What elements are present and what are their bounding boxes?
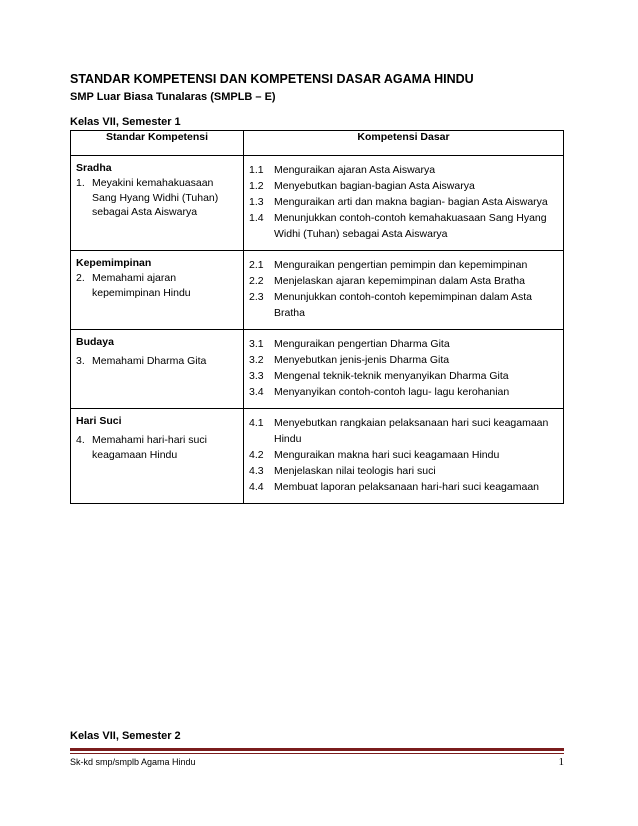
kd-text: Membuat laporan pelaksanaan hari-hari suci keagamaan <box>274 481 539 493</box>
sk-heading: Budaya <box>76 336 114 348</box>
kd-text: Menguraikan makna hari suci keagamaan Hindu <box>274 449 500 461</box>
kd-item <box>249 289 557 321</box>
page-number: 1 <box>558 756 564 768</box>
kd-number: 2.1 <box>249 259 264 271</box>
sk-item <box>76 271 237 300</box>
kd-text: Menunjukkan contoh-contoh kemahakuasaan Sang Hyang Widhi (Tuhan) sebagai Asta Aiswarya <box>274 212 547 240</box>
sk-cell <box>71 156 244 251</box>
kd-text: Menyebutkan jenis-jenis Dharma Gita <box>274 354 450 366</box>
kd-item <box>249 336 557 352</box>
sk-heading: Kepemimpinan <box>76 257 152 269</box>
competency-table <box>70 130 564 504</box>
sk-text: Memahami Dharma Gita <box>92 355 207 367</box>
sk-cell <box>71 409 244 504</box>
kd-number: 3.1 <box>249 338 264 350</box>
kd-number: 4.4 <box>249 481 264 493</box>
document-subtitle: SMP Luar Biasa Tunalaras (SMPLB – E) <box>70 91 276 103</box>
kd-item <box>249 273 557 289</box>
sk-heading: Hari Suci <box>76 415 122 427</box>
kd-item <box>249 415 557 447</box>
kd-number: 1.3 <box>249 196 264 208</box>
kd-item <box>249 257 557 273</box>
table-row <box>71 251 564 330</box>
kd-item <box>249 368 557 384</box>
kd-text: Mengenal teknik-teknik menyanyikan Dharma Gita <box>274 370 509 382</box>
footer-rule-thick <box>70 748 564 751</box>
sk-number: 2. <box>76 272 85 284</box>
sk-cell <box>71 330 244 409</box>
kd-text: Menguraikan ajaran Asta Aiswarya <box>274 164 436 176</box>
semester-1-heading: Kelas VII, Semester 1 <box>70 116 181 128</box>
document-title: STANDAR KOMPETENSI DAN KOMPETENSI DASAR AGAMA HINDU <box>70 72 474 86</box>
header-standar-kompetensi: Standar Kompetensi <box>71 131 244 156</box>
kd-item <box>249 162 557 178</box>
kd-number: 1.4 <box>249 212 264 224</box>
kd-number: 3.2 <box>249 354 264 366</box>
kd-number: 2.3 <box>249 291 264 303</box>
kd-text: Menjelaskan nilai teologis hari suci <box>274 465 436 477</box>
sk-text: Memahami hari-hari suci keagamaan Hindu <box>92 434 207 461</box>
kd-text: Menyebutkan rangkaian pelaksanaan hari suci keagamaan Hindu <box>274 417 549 445</box>
kd-number: 4.3 <box>249 465 264 477</box>
kd-text: Menjelaskan ajaran kepemimpinan dalam Asta Bratha <box>274 275 525 287</box>
table-row <box>71 330 564 409</box>
kd-item <box>249 479 557 495</box>
kd-cell <box>244 156 564 251</box>
sk-text: Memahami ajaran kepemimpinan Hindu <box>92 272 191 299</box>
kd-item <box>249 384 557 400</box>
kd-text: Menunjukkan contoh-contoh kepemimpinan dalam Asta Bratha <box>274 291 532 319</box>
footer-rule-thin <box>70 753 564 754</box>
kd-number: 1.1 <box>249 164 264 176</box>
kd-item <box>249 194 557 210</box>
kd-text: Menguraikan arti dan makna bagian- bagian Asta Aiswarya <box>274 196 548 208</box>
footer-text: Sk-kd smp/smplb Agama Hindu <box>70 757 196 767</box>
table-row <box>71 409 564 504</box>
sk-text: Meyakini kemahakuasaan Sang Hyang Widhi (Tuhan) sebagai Asta Aiswarya <box>92 177 219 218</box>
kd-item <box>249 447 557 463</box>
sk-cell <box>71 251 244 330</box>
sk-item <box>76 176 237 220</box>
kd-text: Menyebutkan bagian-bagian Asta Aiswarya <box>274 180 475 192</box>
sk-number: 4. <box>76 434 85 446</box>
sk-number: 1. <box>76 177 85 189</box>
kd-text: Menguraikan pengertian Dharma Gita <box>274 338 450 350</box>
kd-text: Menyanyikan contoh-contoh lagu- lagu kerohanian <box>274 386 510 398</box>
table-row <box>71 156 564 251</box>
kd-number: 4.1 <box>249 417 264 429</box>
kd-cell <box>244 330 564 409</box>
sk-item <box>76 354 237 369</box>
kd-cell <box>244 251 564 330</box>
sk-heading: Sradha <box>76 162 112 174</box>
kd-cell <box>244 409 564 504</box>
kd-item <box>249 463 557 479</box>
semester-2-heading: Kelas VII, Semester 2 <box>70 730 181 742</box>
kd-number: 3.3 <box>249 370 264 382</box>
kd-item <box>249 210 557 242</box>
kd-text: Menguraikan pengertian pemimpin dan kepemimpinan <box>274 259 528 271</box>
kd-item <box>249 178 557 194</box>
kd-number: 2.2 <box>249 275 264 287</box>
kd-number: 1.2 <box>249 180 264 192</box>
kd-number: 3.4 <box>249 386 264 398</box>
header-kompetensi-dasar: Kompetensi Dasar <box>244 131 564 156</box>
kd-number: 4.2 <box>249 449 264 461</box>
sk-item <box>76 433 237 462</box>
kd-item <box>249 352 557 368</box>
table-header-row <box>71 131 564 156</box>
sk-number: 3. <box>76 355 85 367</box>
